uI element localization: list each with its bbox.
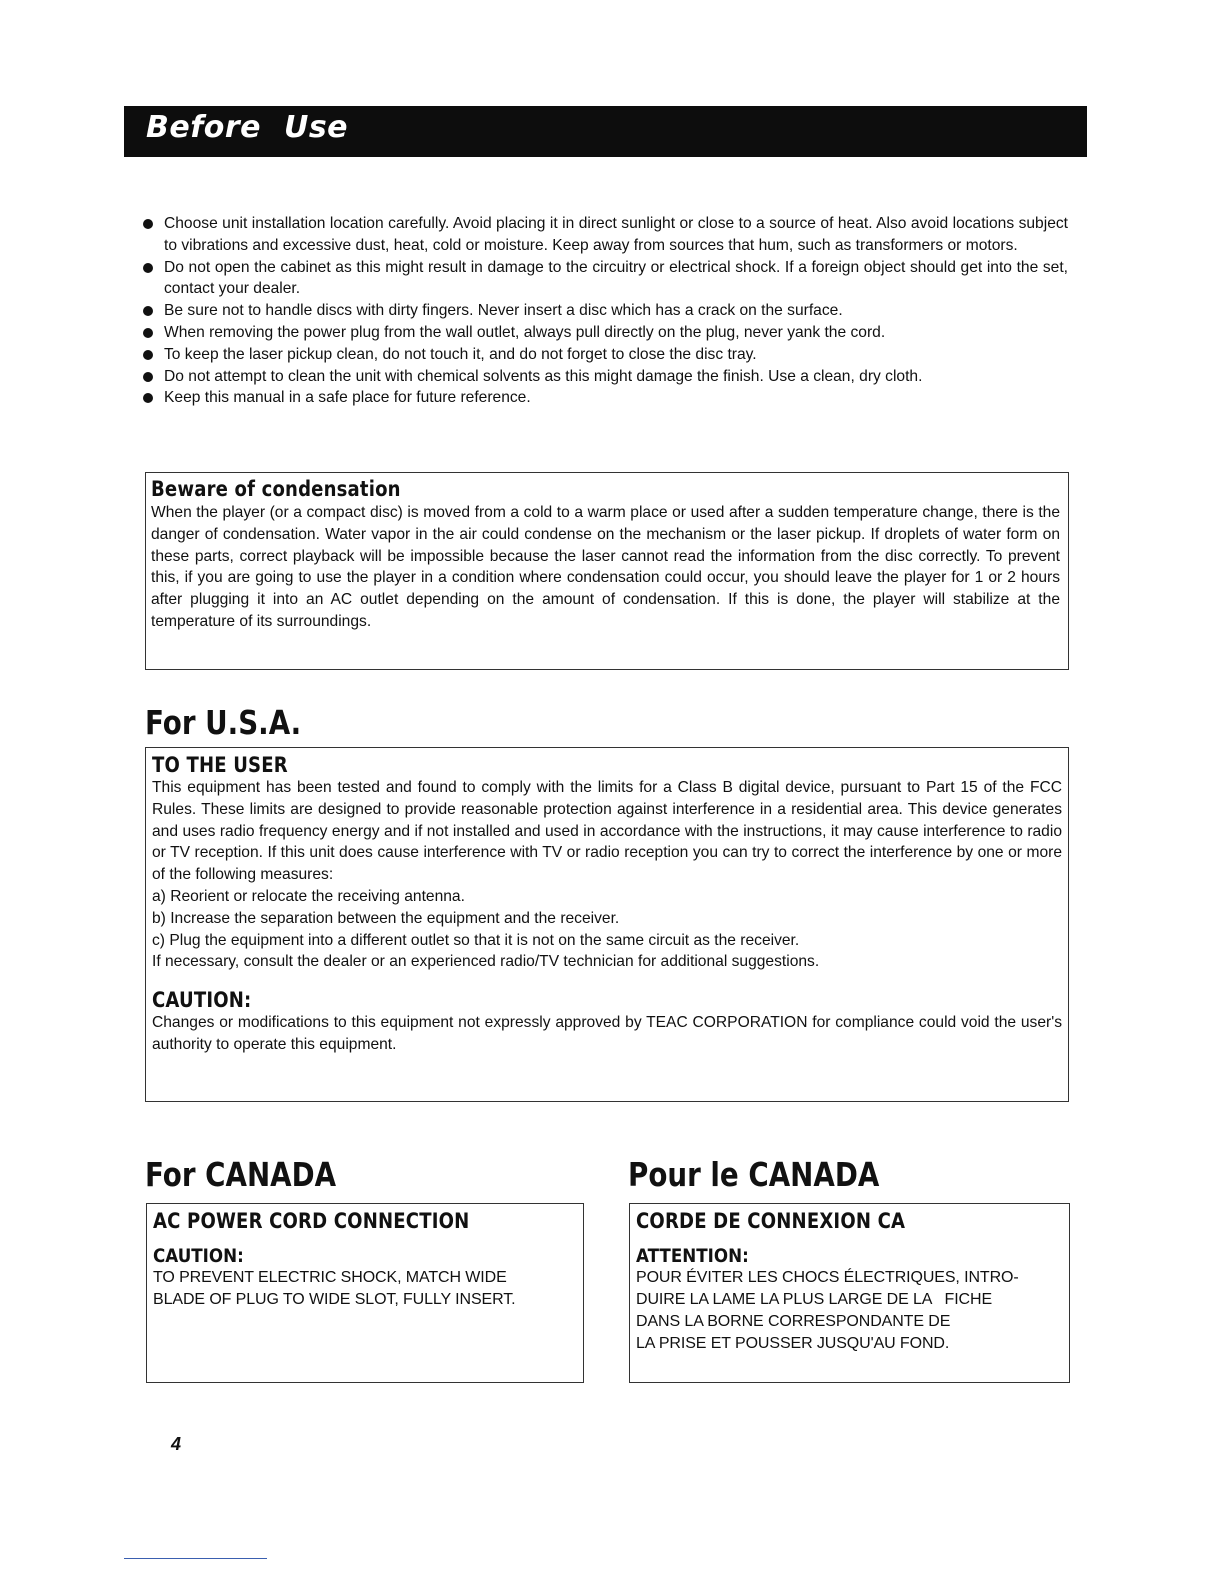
canada-fr-caution-line: DANS LA BORNE CORRESPONDANTE DE	[636, 1313, 951, 1330]
list-item: Do not open the cabinet as this might result in damage to the circuitry or electrical shock. If a foreign object should get into the set, contact your dealer.	[142, 257, 1068, 301]
condensation-title: Beware of condensation	[151, 477, 401, 501]
canada-fr-box	[629, 1203, 1070, 1383]
list-item: Do not attempt to clean the unit with chemical solvents as this might damage the finish. Use a clean, dry cloth.	[142, 366, 1068, 388]
caution-title: CAUTION:	[152, 988, 252, 1013]
list-item: When removing the power plug from the wall outlet, always pull directly on the plug, never yank the cord.	[142, 322, 1068, 344]
measure-item: If necessary, consult the dealer or an experienced radio/TV technician for additional suggestions.	[152, 953, 820, 971]
canada-fr-caution-line: LA PRISE ET POUSSER JUSQU'AU FOND.	[636, 1335, 950, 1352]
usa-section-title: For U.S.A.	[145, 703, 302, 742]
fcc-statement: This equipment has been tested and found to comply with the limits for a Class B digital device, pursuant to Part 15 of the FCC Rules. These limits are designed to provide reasonable protection against interference in a residential area. This device generates and uses radio frequency energy and if not installed and used in accordance with the instructions, it may cause interference to radio or TV reception. If this unit does cause interference with TV or radio reception you can try to correct the interference by one or more of the following measures:	[152, 779, 1062, 884]
usa-box	[145, 747, 1069, 1102]
canada-fr-caution-line: POUR ÉVITER LES CHOCS ÉLECTRIQUES, INTRO-	[636, 1269, 1019, 1286]
page-title: Before Use	[146, 110, 349, 145]
canada-fr-caution-title: ATTENTION:	[636, 1245, 749, 1267]
condensation-text: When the player (or a compact disc) is moved from a cold to a warm place or used after a sudden temperature change, there is the danger of condensation. Water vapor in the air could condense on the mechanism or the laser pickup. If droplets of water form on these parts, correct playback will be impossible because the laser cannot read the information from the disc correctly. To prevent this, if you are going to use the player in a condition where condensation could occur, you should leave the player for 1 or 2 hours after plugging it into an AC outlet depending on the amount of condensation. If this is done, the player will stabilize at the temperature of its surroundings.	[151, 504, 1060, 630]
caution-text: Changes or modifications to this equipment not expressly approved by TEAC CORPORATION for compliance could void the user's authority to operate this equipment.	[152, 1014, 1062, 1053]
page-number: 4	[171, 1434, 182, 1454]
canada-fr-box-title: CORDE DE CONNEXION CA	[636, 1209, 906, 1233]
canada-fr-section-title: Pour le CANADA	[628, 1155, 880, 1194]
canada-caution-line: BLADE OF PLUG TO WIDE SLOT, FULLY INSERT.	[153, 1291, 516, 1308]
measure-item: c) Plug the equipment into a different outlet so that it is not on the same circuit as the receiver.	[152, 931, 800, 949]
precautions-list	[142, 213, 1068, 409]
canada-fr-caution-line: DUIRE LA LAME LA PLUS LARGE DE LA FICHE	[636, 1291, 993, 1308]
condensation-box	[145, 472, 1069, 670]
canada-box	[146, 1203, 584, 1383]
list-item: Be sure not to handle discs with dirty fingers. Never insert a disc which has a crack on the surface.	[142, 300, 1068, 322]
list-item: To keep the laser pickup clean, do not touch it, and do not forget to close the disc tray.	[142, 344, 1068, 366]
canada-caution-line: TO PREVENT ELECTRIC SHOCK, MATCH WIDE	[153, 1269, 507, 1286]
page-header-banner	[124, 106, 1087, 157]
measure-item: b) Increase the separation between the equipment and the receiver.	[152, 909, 620, 927]
to-the-user-title: TO THE USER	[152, 753, 288, 777]
list-item: Choose unit installation location carefully. Avoid placing it in direct sunlight or close to a source of heat. Also avoid locations subject to vibrations and excessive dust, heat, cold or moisture. Keep away from sources that hum, such as transformers or motors.	[142, 213, 1068, 257]
list-item: Keep this manual in a safe place for future reference.	[142, 387, 1068, 409]
measure-item: a) Reorient or relocate the receiving antenna.	[152, 887, 465, 905]
canada-caution-title: CAUTION:	[153, 1245, 244, 1267]
canada-box-title: AC POWER CORD CONNECTION	[153, 1209, 470, 1233]
footer-rule	[124, 1558, 267, 1559]
canada-section-title: For CANADA	[145, 1155, 337, 1194]
